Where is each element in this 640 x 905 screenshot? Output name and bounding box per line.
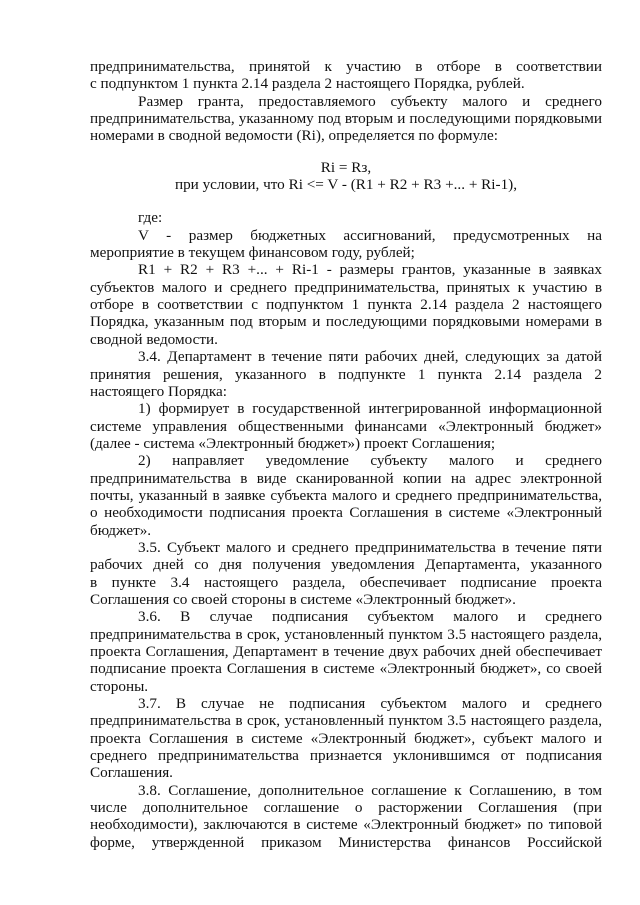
text-line: предпринимательства в срок, установленный пунктом 3.5 настоящего раздела, <box>90 625 602 643</box>
text-line: стороны. <box>90 677 149 695</box>
paragraph-first-line: 3.7. В случае не подписания субъектом малого и среднего <box>138 695 602 713</box>
formula-condition-line: при условии, что Ri <= V - (R1 + R2 + R3 +... + Ri-1), <box>174 176 518 194</box>
text-line: отборе в соответствии с подпунктом 1 пункта 2.14 раздела 2 настоящего <box>90 296 602 314</box>
paragraph-first-line: 3.4. Департамент в течение пяти рабочих дней, следующих за датой <box>138 348 602 366</box>
text-line: в пункте 3.4 настоящего раздела, обеспечивает подписание проекта <box>90 573 602 591</box>
text-line: Соглашения. <box>90 764 173 782</box>
document-body <box>90 58 602 851</box>
text-line: с подпунктом 1 пункта 2.14 раздела 2 настоящего Порядка, рублей. <box>90 75 525 93</box>
where-label: где: <box>138 209 163 227</box>
text-line: необходимости), заключаются в системе «Электронный бюджет» по типовой <box>90 816 602 834</box>
paragraph-first-line: Размер гранта, предоставляемого субъекту малого и среднего <box>138 92 602 110</box>
formula-line: Ri = Rз, <box>320 158 372 176</box>
paragraph-first-line: 3.5. Субъект малого и среднего предпринимательства в течение пяти <box>138 538 602 556</box>
text-line: предпринимательства, принятой к участию в отборе в соответствии <box>90 58 602 75</box>
text-line: проекта Соглашения, Департамент в течение двух рабочих дней обеспечивает <box>90 643 602 660</box>
text-line: проекта Соглашения в системе «Электронный бюджет», субъект малого и <box>90 729 602 747</box>
text-line: Порядка, указанным под вторым и последующими порядковыми номерами в <box>90 313 602 331</box>
paragraph-first-line: 2) направляет уведомление субъекту малого и среднего <box>138 452 602 470</box>
text-line: о необходимости подписания проекта Соглашения в системе «Электронный <box>90 504 602 522</box>
paragraph-first-line: 3.8. Соглашение, дополнительное соглашение к Соглашению, в том <box>138 781 602 799</box>
text-line: сводной ведомости. <box>90 330 218 348</box>
text-line: предпринимательства, указанному под вторым и последующими порядковыми <box>90 110 602 128</box>
text-line: системе управления общественными финансами «Электронный бюджет» <box>90 417 602 435</box>
text-line: настоящего Порядка: <box>90 382 227 400</box>
paragraph-first-line: R1 + R2 + R3 +... + Ri-1 - размеры грантов, указанные в заявках <box>138 261 602 279</box>
text-line: бюджет». <box>90 521 152 539</box>
text-line: предпринимательства в виде сканированной копии на адрес электронной <box>90 469 602 487</box>
text-line: числе дополнительное соглашение о расторжении Соглашения (при <box>90 799 602 817</box>
paragraph-first-line: 1) формирует в государственной интегрированной информационной <box>138 400 602 418</box>
text-line: мероприятие в текущем финансовом году, рублей; <box>90 244 415 262</box>
text-line: (далее - система «Электронный бюджет») проект Соглашения; <box>90 434 496 452</box>
text-line: принятия решения, указанного в подпункте 1 пункта 2.14 раздела 2 <box>90 365 602 383</box>
text-line: Соглашения со своей стороны в системе «Электронный бюджет». <box>90 590 516 608</box>
text-line: рабочих дней со дня получения уведомления Департамента, указанного <box>90 556 602 574</box>
text-line: почты, указанный в заявке субъекта малого и среднего предпринимательства, <box>90 486 602 504</box>
text-line: номерами в сводной ведомости (Ri), определяется по формуле: <box>90 127 498 145</box>
text-line: предпринимательства в срок, установленный пунктом 3.5 настоящего раздела, <box>90 712 602 730</box>
text-line: среднего предпринимательства признается уклонившимся от подписания <box>90 747 602 765</box>
paragraph-first-line: V - размер бюджетных ассигнований, предусмотренных на <box>138 226 602 244</box>
paragraph-first-line: 3.6. В случае подписания субъектом малого и среднего <box>138 608 602 626</box>
text-line: субъектов малого и среднего предпринимательства, принятых к участию в <box>90 278 602 296</box>
text-line: форме, утвержденной приказом Министерства финансов Российской <box>90 833 602 851</box>
text-line: подписание проекта Соглашения в системе «Электронный бюджет», со своей <box>90 660 602 678</box>
